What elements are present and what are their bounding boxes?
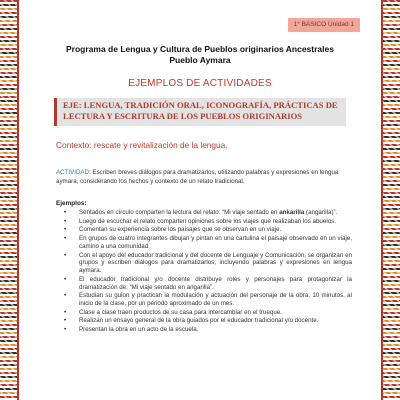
- bullet-icon: •: [64, 217, 67, 225]
- bullet-icon: •: [64, 235, 67, 243]
- bullet-icon: •: [64, 308, 67, 316]
- example-text: El educador tradicional y/o docente distribuye roles y personajes para protagonizar la dramatización de: “Mi viaje sentado en angarilla”.: [79, 275, 352, 291]
- examples-list: [56, 209, 352, 335]
- list-item: [56, 252, 352, 275]
- example-text: Realizan un ensayo general de la obra guiados por el educador tradicional y/o docente.: [79, 317, 319, 325]
- bullet-icon: •: [64, 317, 67, 325]
- example-bold-text: ankarilla: [279, 209, 305, 216]
- list-item: [56, 309, 352, 317]
- activity-label: ACTIVIDAD: [56, 169, 90, 176]
- eje-text: EJE: LENGUA, TRADICIÓN ORAL, ICONOGRAFÍA, PRÁCTICAS DE LECTURA Y ESCRITURA DE LOS PUEBLOS ORIGINARIOS: [63, 100, 338, 121]
- bullet-icon: •: [64, 251, 67, 259]
- bullet-icon: •: [64, 226, 67, 234]
- example-text-end: (angarilla)”.: [304, 209, 338, 216]
- unit-badge: 1° BÁSICO Unidad 1: [288, 18, 360, 32]
- list-item: [56, 317, 352, 325]
- eje-box: [54, 98, 346, 126]
- bullet-icon: •: [64, 275, 67, 283]
- program-title: Programa de Lengua y Cultura de Pueblos originarios Ancestrales: [66, 44, 334, 54]
- example-text: Clase a clase traen productos de su casa para intercambiar en el trueque.: [79, 308, 282, 316]
- list-item: [56, 292, 352, 308]
- list-item: [56, 235, 352, 251]
- list-item: [56, 326, 352, 334]
- example-text: En grupos de cuatro integrantes dibujan y pintan en una cartulina el paisaje observado en un viaje, camino a una comunidad.: [79, 235, 352, 250]
- example-text: Presentan la obra en un acto de la escuela.: [79, 326, 199, 334]
- examples-label: Ejemplos:: [56, 200, 87, 207]
- bullet-icon: •: [64, 209, 67, 216]
- activity-text: : Escriben breves diálogos para dramatizarlos, utilizando palabras y expresiones en lengua aymara, considerando los hechos y contexto de un relato tradicional.: [56, 169, 339, 185]
- context-line: Contexto: rescate y revitalización de la lengua.: [56, 140, 228, 150]
- list-item: [56, 209, 352, 217]
- example-text: Sentados en círculo comparten la lectura del relato: “Mi viaje sentado en: [79, 209, 280, 216]
- people-title: Pueblo Aymara: [169, 55, 231, 65]
- example-text: Con el apoyo del educador tradicional y del docente de Lenguaje y Comunicación, se organizan en grupos y escriben diálogos para dramatizarlos, incluyendo palabras y expresiones en lengua aymara.: [79, 251, 352, 275]
- list-item: [56, 226, 352, 234]
- example-text: Estudian su guion y practican la modulación y actuación del personaje de la obra, 10 minutos, al inicio de la clase, por un periodo aproximado de un mes.: [79, 292, 352, 308]
- list-item: [56, 276, 352, 292]
- list-item: [56, 218, 352, 226]
- example-text: Luego de escuchar el relato comparten opiniones sobre los viajes que realizaban los abuelos.: [79, 217, 336, 225]
- document-header: [0, 44, 400, 66]
- example-text: Comentan su experiencia sobre los paisajes que se observan en un viaje.: [79, 226, 282, 234]
- bullet-icon: •: [64, 292, 67, 300]
- section-title: EJEMPLOS DE ACTIVIDADES: [128, 78, 272, 89]
- bullet-icon: •: [64, 326, 67, 334]
- activity-paragraph: [56, 168, 354, 186]
